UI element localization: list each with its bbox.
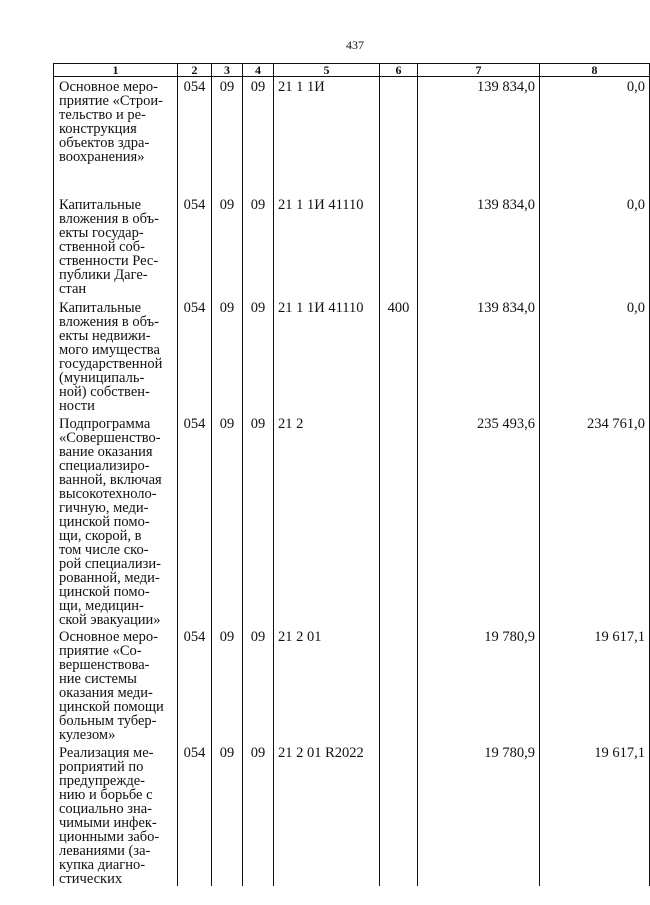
description-line: щи, скорой, в bbox=[59, 527, 142, 544]
expense-type-cell bbox=[380, 743, 418, 886]
description-line: цинской помо- bbox=[59, 583, 150, 600]
description-line: екты недвижи- bbox=[59, 327, 151, 344]
section-code-cell: 09 bbox=[212, 298, 243, 414]
expense-type-cell bbox=[380, 77, 418, 195]
description-line: ственности Рес- bbox=[59, 252, 159, 269]
description-line: вершенствова- bbox=[59, 656, 150, 673]
budget-table bbox=[53, 63, 650, 886]
description-line: объектов здра- bbox=[59, 135, 150, 151]
column-header: 8 bbox=[540, 64, 650, 77]
description-line: тельство и ре- bbox=[59, 107, 146, 123]
description-line: екты государ- bbox=[59, 224, 144, 241]
amount-col7-cell: 19 780,9 bbox=[418, 743, 540, 886]
description-line: щи, медицин- bbox=[59, 597, 144, 614]
description-line: Капитальные bbox=[59, 196, 142, 213]
description-line: кулезом» bbox=[59, 726, 116, 743]
target-article-cell: 21 2 01 R2022 bbox=[274, 743, 380, 886]
description-line: рованной, меди- bbox=[59, 569, 160, 586]
amount-col7-cell: 139 834,0 bbox=[418, 195, 540, 298]
target-article-cell: 21 1 1И 41110 bbox=[274, 298, 380, 414]
subsection-code-cell: 09 bbox=[243, 627, 274, 743]
description-line: мого имущества bbox=[59, 341, 160, 358]
description-line: ности bbox=[59, 397, 95, 414]
description-line: гичную, меди- bbox=[59, 499, 149, 516]
subsection-code-cell: 09 bbox=[243, 414, 274, 627]
target-article-cell: 21 1 1И 41110 bbox=[274, 195, 380, 298]
column-header: 4 bbox=[243, 64, 274, 77]
amount-col8-cell: 19 617,1 bbox=[540, 627, 650, 743]
description-line: вложения в объ- bbox=[59, 313, 159, 330]
amount-col8-cell: 0,0 bbox=[540, 195, 650, 298]
description-line: стан bbox=[59, 280, 87, 297]
description-line: Основное меро- bbox=[59, 79, 158, 95]
description-line: воохранения» bbox=[59, 149, 145, 165]
description-line: социально зна- bbox=[59, 800, 153, 817]
target-article-cell: 21 2 01 bbox=[274, 627, 380, 743]
ministry-code-cell: 054 bbox=[178, 743, 212, 886]
description-line: специализиро- bbox=[59, 457, 150, 474]
section-code-cell: 09 bbox=[212, 195, 243, 298]
column-header: 7 bbox=[418, 64, 540, 77]
description-line: ционными забо- bbox=[59, 828, 160, 845]
ministry-code-cell: 054 bbox=[178, 414, 212, 627]
ministry-code-cell: 054 bbox=[178, 627, 212, 743]
expense-type-cell: 400 bbox=[380, 298, 418, 414]
expense-type-cell bbox=[380, 627, 418, 743]
amount-col8-cell: 0,0 bbox=[540, 77, 650, 195]
description-line: Основное меро- bbox=[59, 628, 158, 645]
description-line: публики Даге- bbox=[59, 266, 148, 283]
description-line: приятие «Строи- bbox=[59, 93, 163, 109]
description-line: ственной соб- bbox=[59, 238, 146, 255]
description-line: цинской помо- bbox=[59, 513, 150, 530]
column-header: 2 bbox=[178, 64, 212, 77]
description-line: чимыми инфек- bbox=[59, 814, 157, 831]
description-line: приятие «Со- bbox=[59, 642, 142, 659]
description-line: стических bbox=[59, 870, 123, 887]
description-line: вание оказания bbox=[59, 443, 153, 460]
description-line: рой специализи- bbox=[59, 555, 161, 572]
description-line: том числе ско- bbox=[59, 541, 149, 558]
description-line: Реализация ме- bbox=[59, 744, 154, 761]
description-line: ной) собствен- bbox=[59, 383, 150, 400]
column-header: 1 bbox=[54, 64, 178, 77]
subsection-code-cell: 09 bbox=[243, 195, 274, 298]
description-line: Капитальные bbox=[59, 299, 142, 316]
table-row bbox=[54, 77, 650, 195]
description-line: «Совершенство- bbox=[59, 429, 161, 446]
table-row bbox=[54, 195, 650, 298]
description-line: цинской помощи bbox=[59, 698, 164, 715]
description-line: больным тубер- bbox=[59, 712, 157, 729]
description-line: предупрежде- bbox=[59, 772, 145, 789]
amount-col7-cell: 19 780,9 bbox=[418, 627, 540, 743]
description-line: леваниями (за- bbox=[59, 842, 151, 859]
description-line: (муниципаль- bbox=[59, 369, 145, 386]
amount-col8-cell: 19 617,1 bbox=[540, 743, 650, 886]
description-line: высокотехноло- bbox=[59, 485, 157, 502]
target-article-cell: 21 1 1И bbox=[274, 77, 380, 195]
description-line: ние системы bbox=[59, 670, 137, 687]
description-line: нию и борьбе с bbox=[59, 786, 153, 803]
row-description bbox=[54, 627, 178, 743]
row-description bbox=[54, 195, 178, 298]
section-code-cell: 09 bbox=[212, 627, 243, 743]
amount-col8-cell: 0,0 bbox=[540, 298, 650, 414]
description-line: государственной bbox=[59, 355, 163, 372]
description-line: купка диагно- bbox=[59, 856, 146, 873]
amount-col7-cell: 139 834,0 bbox=[418, 77, 540, 195]
description-line: оказания меди- bbox=[59, 684, 153, 701]
target-article-cell: 21 2 bbox=[274, 414, 380, 627]
ministry-code-cell: 054 bbox=[178, 77, 212, 195]
section-code-cell: 09 bbox=[212, 743, 243, 886]
expense-type-cell bbox=[380, 195, 418, 298]
row-description bbox=[54, 414, 178, 627]
section-code-cell: 09 bbox=[212, 414, 243, 627]
subsection-code-cell: 09 bbox=[243, 743, 274, 886]
column-header: 6 bbox=[380, 64, 418, 77]
row-description bbox=[54, 743, 178, 886]
section-code-cell: 09 bbox=[212, 77, 243, 195]
amount-col7-cell: 139 834,0 bbox=[418, 298, 540, 414]
table-row bbox=[54, 298, 650, 414]
amount-col7-cell: 235 493,6 bbox=[418, 414, 540, 627]
row-description bbox=[54, 298, 178, 414]
table-row bbox=[54, 627, 650, 743]
column-header: 3 bbox=[212, 64, 243, 77]
subsection-code-cell: 09 bbox=[243, 77, 274, 195]
row-description bbox=[54, 77, 178, 195]
subsection-code-cell: 09 bbox=[243, 298, 274, 414]
column-header: 5 bbox=[274, 64, 380, 77]
description-line: роприятий по bbox=[59, 758, 144, 775]
page-number: 437 bbox=[346, 38, 364, 52]
description-line: конструкция bbox=[59, 121, 137, 137]
ministry-code-cell: 054 bbox=[178, 298, 212, 414]
description-line: ванной, включая bbox=[59, 471, 162, 488]
table-row bbox=[54, 414, 650, 627]
ministry-code-cell: 054 bbox=[178, 195, 212, 298]
description-line: Подпрограмма bbox=[59, 415, 151, 432]
amount-col8-cell: 234 761,0 bbox=[540, 414, 650, 627]
header-row bbox=[54, 64, 650, 77]
description-line: вложения в объ- bbox=[59, 210, 159, 227]
table-row bbox=[54, 743, 650, 886]
description-line: ской эвакуации» bbox=[59, 611, 161, 628]
expense-type-cell bbox=[380, 414, 418, 627]
